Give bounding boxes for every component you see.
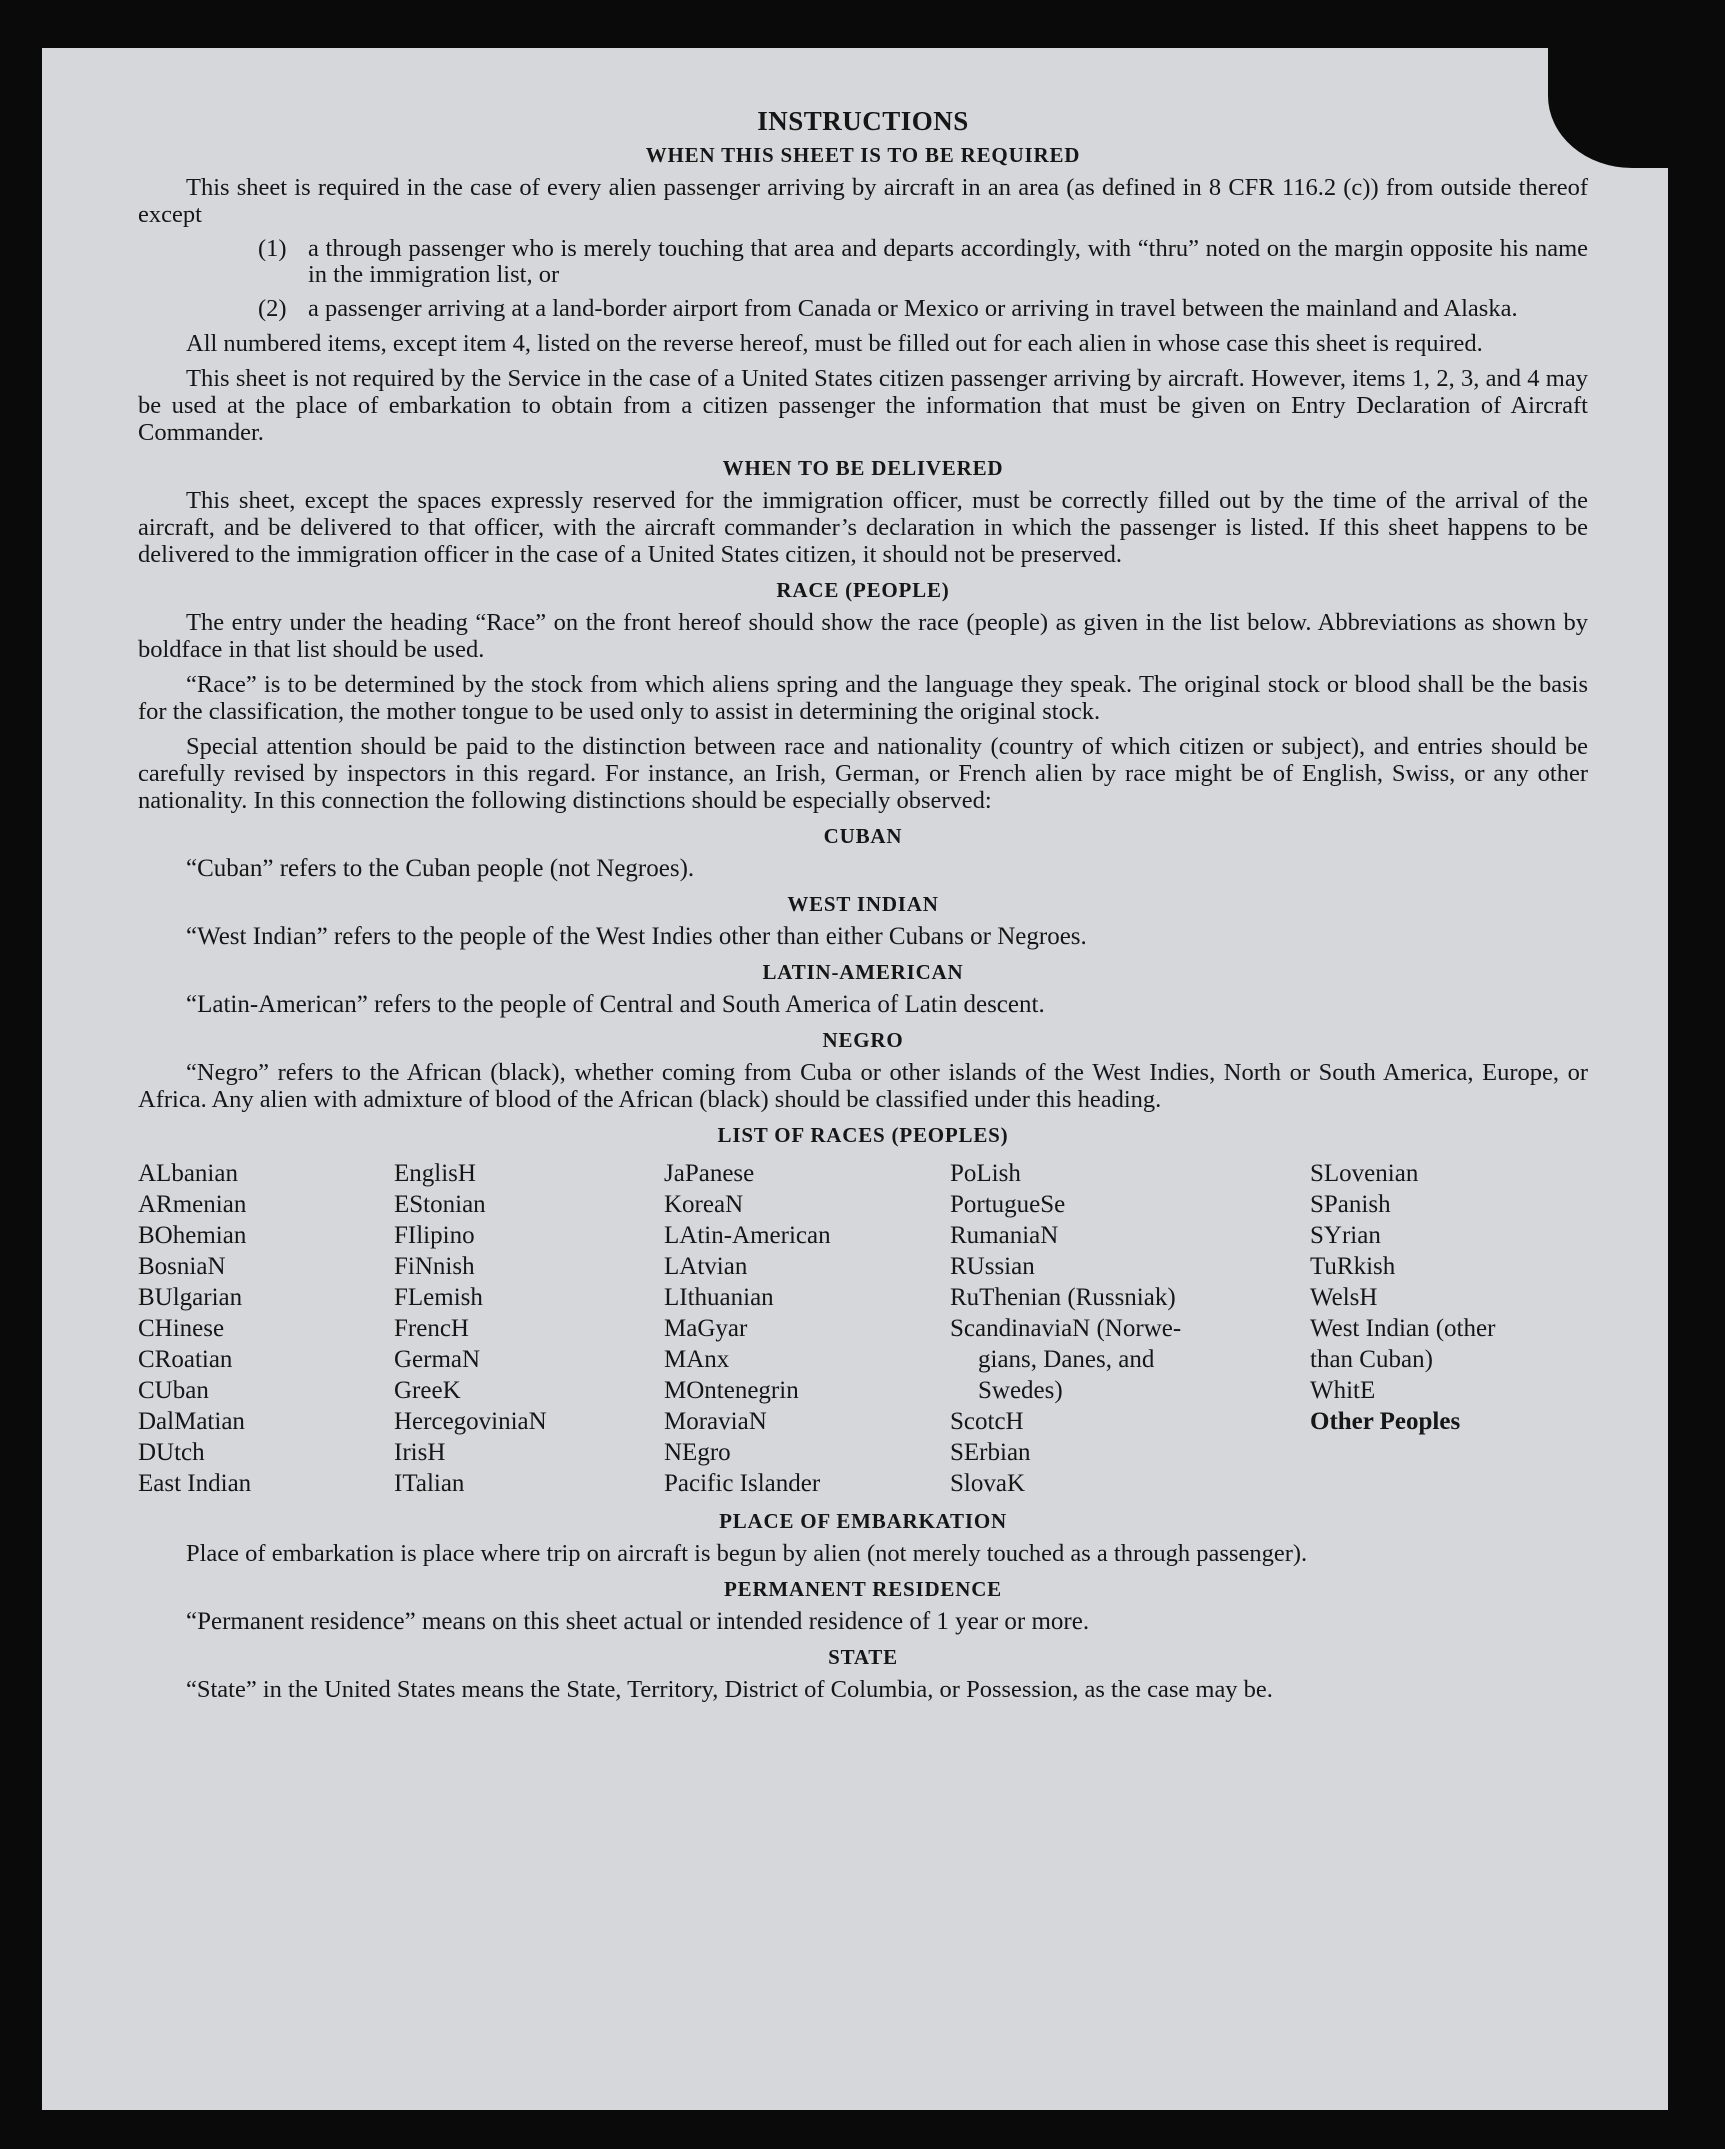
race-entry-continuation: than Cuban) [1310,1346,1433,1373]
races-column-5 [1310,1158,1570,1499]
para-state: “State” in the United States means the State, Territory, District of Columbia, or Possession, as the case may be. [186,1676,1273,1703]
race-entry: Other Peoples [1310,1408,1461,1435]
def-latin-american: “Latin-American” refers to the people of Central and South America of Latin descent. [186,991,1045,1018]
races-column-4 [950,1158,1310,1499]
race-entry: East Indian [138,1470,252,1497]
para-race-2: “Race” is to be determined by the stock from which aliens spring and the language they speak. The original stock or blood shall be the basis for the classification, the mother tongue to be used only to assist in determining the original stock. [138,671,1588,725]
race-entry: RumaniaN [950,1222,1059,1249]
race-entry: West Indian (other [1310,1315,1496,1342]
exception-item-2 [258,296,1588,322]
race-entry: WelsH [1310,1284,1378,1311]
para-race-1: The entry under the heading “Race” on the front hereof should show the race (people) as given in the list below. Abbreviations as shown by boldface in that list should be used. [138,609,1588,663]
race-entry: FIlipino [394,1222,475,1249]
races-column-2 [394,1158,664,1499]
race-entry: KoreaN [664,1191,744,1218]
race-entry: NEgro [664,1439,731,1466]
heading-cuban: CUBAN [823,824,903,848]
races-column-1 [138,1158,394,1499]
race-entry: SYrian [1310,1222,1381,1249]
para-numbered-items: All numbered items, except item 4, listed on the reverse hereof, must be filled out for each alien in whose case this sheet is required. [186,330,1483,357]
heading-permanent-residence: PERMANENT RESIDENCE [724,1577,1002,1601]
race-entry: CRoatian [138,1346,233,1373]
race-entry: GermaN [394,1346,481,1373]
race-entry: SlovaK [950,1470,1025,1497]
heading-latin-american: LATIN-AMERICAN [762,960,964,984]
race-entry: CHinese [138,1315,225,1342]
race-entry: ScotcH [950,1408,1024,1435]
race-entry: RuThenian (Russniak) [950,1284,1176,1311]
race-entry: MoraviaN [664,1408,767,1435]
heading-when-delivered: WHEN TO BE DELIVERED [722,456,1004,480]
para-race-3: Special attention should be paid to the distinction between race and nationality (country of which citizen or subject), and entries should be carefully revised by inspectors in this regard. For instance, an Irish, German, or French alien by race might be of English, Swiss, or any other nationality. In this connection the following distinctions should be especially observed: [138,733,1588,814]
heading-state: STATE [828,1645,898,1669]
def-cuban: “Cuban” refers to the Cuban people (not Negroes). [186,855,695,882]
race-entry: LAtin-American [664,1222,831,1249]
exception-item-1 [258,236,1588,288]
para-required-intro: This sheet is required in the case of every alien passenger arriving by aircraft in an area (as defined in 8 CFR 116.2 (c)) from outside thereof except [138,174,1588,228]
heading-negro: NEGRO [822,1028,904,1052]
def-west-indian: “West Indian” refers to the people of the West Indies other than either Cubans or Negroes. [186,923,1087,950]
race-entry: FiNnish [394,1253,475,1280]
race-entry: JaPanese [664,1160,755,1187]
race-entry: EStonian [394,1191,486,1218]
race-entry: ScandinaviaN (Norwe- [950,1315,1182,1342]
race-entry: TuRkish [1310,1253,1396,1280]
para-permanent-residence: “Permanent residence” means on this sheet actual or intended residence of 1 year or more. [186,1608,1090,1635]
heading-when-required: WHEN THIS SHEET IS TO BE REQUIRED [645,143,1081,167]
race-entry: EnglisH [394,1160,476,1187]
race-entry: SPanish [1310,1191,1391,1218]
item-text: a through passenger who is merely touching that area and departs accordingly, with “thru” noted on the margin opposite his name in the immigration list, or [308,235,1588,288]
race-entry: SLovenian [1310,1160,1419,1187]
heading-embarkation: PLACE OF EMBARKATION [719,1509,1007,1533]
races-list [138,1158,1588,1499]
item-number: (2) [258,295,287,322]
race-entry: ARmenian [138,1191,247,1218]
race-entry: DalMatian [138,1408,245,1435]
para-delivered: This sheet, except the spaces expressly reserved for the immigration officer, must be correctly filled out by the time of the arrival of the aircraft, and be delivered to that officer, with the aircraft commander’s declaration in which the passenger is listed. If this sheet happens to be delivered to the immigration officer in the case of a United States citizen, it should not be preserved. [138,487,1588,568]
race-entry: GreeK [394,1377,461,1404]
race-entry: ALbanian [138,1160,238,1187]
race-entry-continuation: Swedes) [978,1377,1063,1404]
document-page [42,48,1668,2110]
page-title: INSTRUCTIONS [757,106,969,136]
race-entry: DUtch [138,1439,205,1466]
heading-race: RACE (PEOPLE) [776,578,950,602]
race-entry: LAtvian [664,1253,748,1280]
race-entry: HercegoviniaN [394,1408,547,1435]
heading-west-indian: WEST INDIAN [787,892,939,916]
item-text: a passenger arriving at a land-border airport from Canada or Mexico or arriving in travel between the mainland and Alaska. [308,295,1518,322]
race-entry: MAnx [664,1346,730,1373]
race-entry: BUlgarian [138,1284,243,1311]
race-entry: FrencH [394,1315,469,1342]
race-entry: MOntenegrin [664,1377,799,1404]
race-entry: PortugueSe [950,1191,1066,1218]
def-negro: “Negro” refers to the African (black), whether coming from Cuba or other islands of the West Indies, North or South America, Europe, or Africa. Any alien with admixture of blood of the African (black) should be classified under this heading. [138,1059,1588,1113]
race-entry-continuation: gians, Danes, and [978,1346,1155,1373]
race-entry: CUban [138,1377,209,1404]
item-number: (1) [258,235,287,262]
race-entry: WhitE [1310,1377,1376,1404]
para-embarkation: Place of embarkation is place where trip on aircraft is begun by alien (not merely touched as a through passenger). [186,1540,1308,1567]
race-entry: BOhemian [138,1222,247,1249]
race-entry: SErbian [950,1439,1031,1466]
race-entry: BosniaN [138,1253,226,1280]
race-entry: ITalian [394,1470,465,1497]
race-entry: RUssian [950,1253,1035,1280]
race-entry: MaGyar [664,1315,748,1342]
races-column-3 [664,1158,950,1499]
race-entry: FLemish [394,1284,483,1311]
race-entry: LIthuanian [664,1284,774,1311]
race-entry: PoLish [950,1160,1021,1187]
para-citizen: This sheet is not required by the Service in the case of a United States citizen passenger arriving by aircraft. However, items 1, 2, 3, and 4 may be used at the place of embarkation to obtain from a citizen passenger the information that must be given on Entry Declaration of Aircraft Commander. [138,365,1588,446]
race-entry: Pacific Islander [664,1470,821,1497]
heading-list-of-races: LIST OF RACES (PEOPLES) [717,1123,1009,1147]
race-entry: IrisH [394,1439,446,1466]
